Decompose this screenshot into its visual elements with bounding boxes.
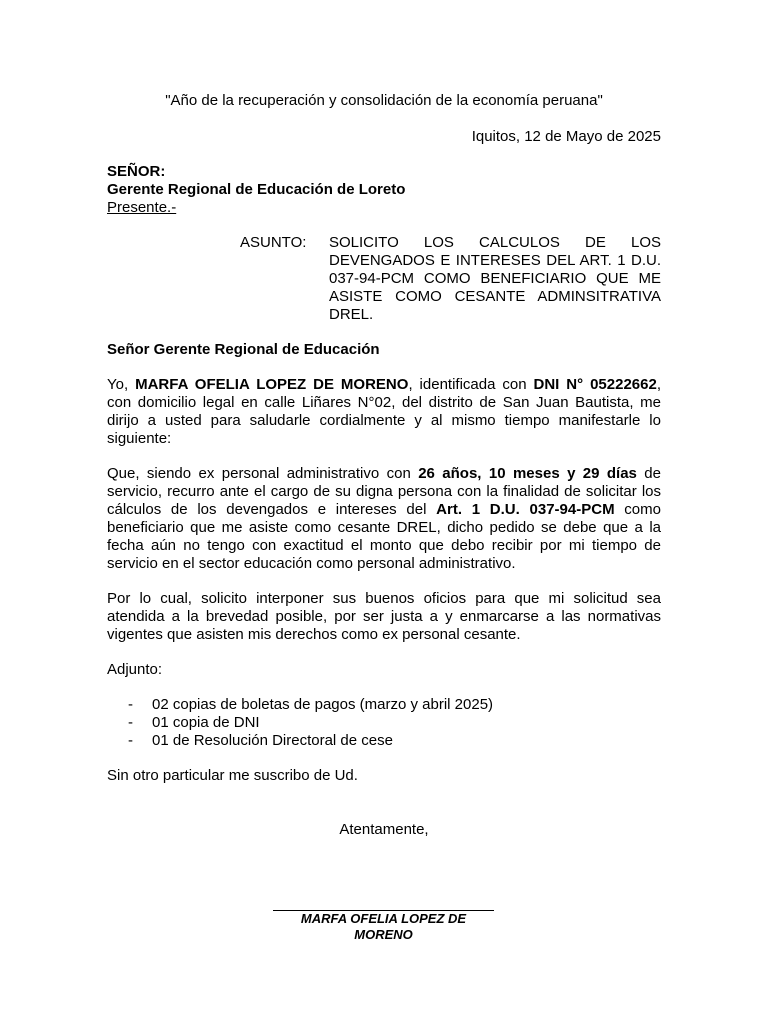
closing-line: Sin otro particular me suscribo de Ud.	[107, 767, 358, 784]
attachment-text: 01 copia de DNI	[152, 714, 260, 731]
service-time: 26 años, 10 meses y 29 días	[418, 465, 637, 482]
presente-label: Presente.-	[107, 199, 177, 216]
addressee-block	[107, 163, 661, 217]
subject-block	[107, 234, 661, 324]
place-date: Iquitos, 12 de Mayo de 2025	[471, 128, 661, 145]
subject-text: SOLICITO LOS CALCULOS DE LOS DEVENGADOS E INTERESES DEL ART. 1 D.U. 037-94-PCM COMO BENEFICIARIO QUE ME ASISTE COMO CESANTE ADMINSITRATIVA DREL.	[329, 234, 661, 323]
dni-number: DNI N° 05222662	[533, 376, 657, 393]
attachments-list	[107, 696, 661, 750]
bullet-dash: -	[128, 714, 133, 731]
bullet-dash: -	[128, 732, 133, 749]
paragraph-request	[107, 465, 661, 573]
bullet-dash: -	[128, 696, 133, 713]
letter-body	[107, 92, 661, 839]
attachments-label: Adjunto:	[107, 661, 163, 678]
sign-off: Atentamente,	[339, 821, 429, 838]
year-motto: "Año de la recuperación y consolidación de la economía peruana"	[165, 92, 603, 109]
attachment-text: 01 de Resolución Directoral de cese	[152, 732, 393, 749]
law-reference: Art. 1 D.U. 037-94-PCM	[436, 501, 615, 518]
paragraph-text: , con domicilio legal en calle Liñares N°02, del distrito de San Juan Bautista, me dirijo a usted para saludarle cordialmente y al mismo tiempo manifestarle lo siguiente:	[107, 376, 661, 447]
paragraph-petition: Por lo cual, solicito interponer sus buenos oficios para que mi solicitud sea atendida a la brevedad posible, por ser justa a y enmarcarse a las normativas vigentes que asisten mis derechos como ex personal cesante.	[107, 590, 661, 643]
addressee-title: SEÑOR:	[107, 163, 166, 180]
list-item	[128, 732, 661, 750]
list-item	[128, 696, 661, 714]
signature-name: MARFA OFELIA LOPEZ DE MORENO	[273, 910, 494, 943]
paragraph-text: , identificada con	[408, 376, 534, 393]
salutation: Señor Gerente Regional de Educación	[107, 341, 380, 358]
list-item	[128, 714, 661, 732]
paragraph-text: Que, siendo ex personal administrativo con	[107, 465, 419, 482]
attachment-text: 02 copias de boletas de pagos (marzo y abril 2025)	[152, 696, 494, 713]
paragraph-text: Yo,	[107, 376, 136, 393]
paragraph-text: como beneficiario que me asiste como cesante DREL, dicho pedido se debe que a la fecha aún no tengo con exactitud el monto que debo recibir por mi tiempo de servicio en el sector educación como personal administrativo.	[107, 501, 661, 572]
paragraph-identification	[107, 376, 661, 448]
subject-label: ASUNTO:	[240, 234, 307, 251]
applicant-name: MARFA OFELIA LOPEZ DE MORENO	[135, 376, 409, 393]
paragraph-text: de servicio, recurro ante el cargo de su digna persona con la finalidad de solicitar los cálculos de los devengados e intereses del	[107, 465, 661, 518]
addressee-name: Gerente Regional de Educación de Loreto	[107, 181, 406, 198]
